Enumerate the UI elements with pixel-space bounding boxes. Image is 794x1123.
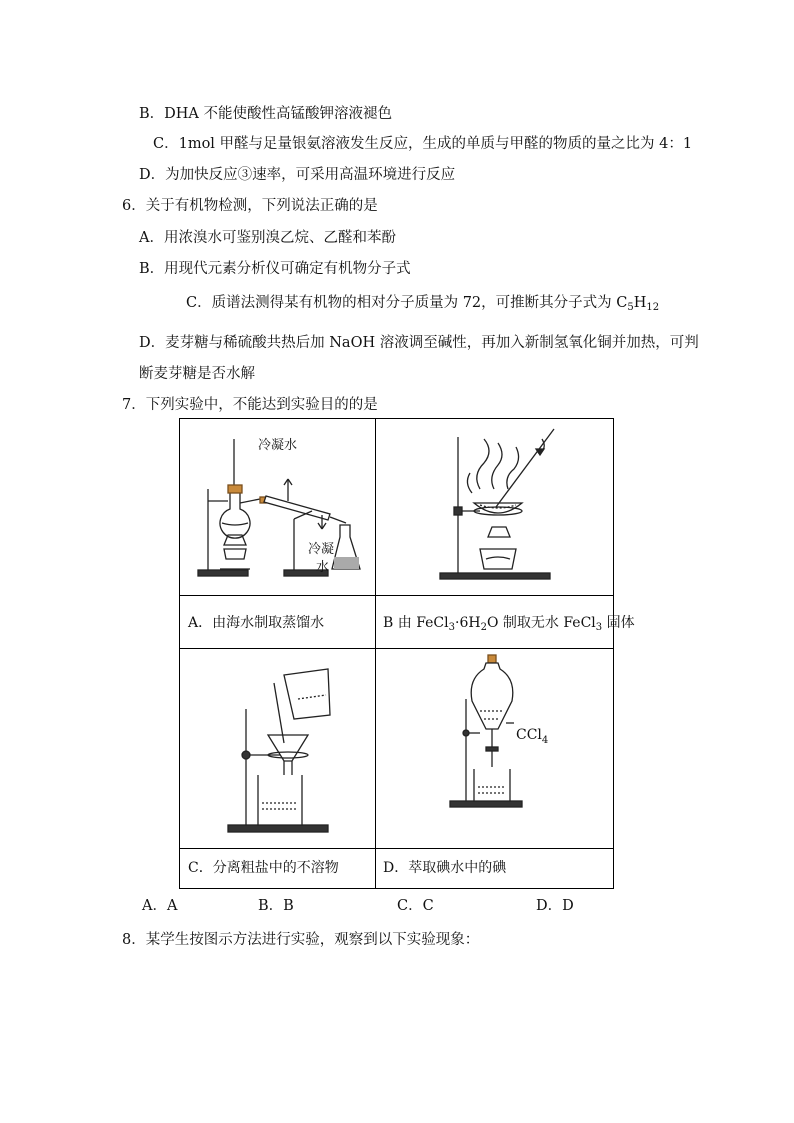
q6-option-a: A．用浓溴水可鉴别溴乙烷、乙醛和苯酚 xyxy=(139,230,396,246)
evaporation-apparatus-icon xyxy=(376,419,615,595)
q6-option-c xyxy=(186,293,659,318)
figure-d-extraction xyxy=(376,649,615,848)
q6-option-c-sub1: 5 xyxy=(627,302,634,313)
q6-option-c-h: H xyxy=(633,295,647,311)
q7-answer-c: C．C xyxy=(397,898,434,914)
separatory-funnel-apparatus-icon xyxy=(376,649,615,848)
caption-b-text4: 固体 xyxy=(602,615,635,631)
q5-option-b: B．DHA 不能使酸性高锰酸钾溶液褪色 xyxy=(139,106,393,122)
filtration-apparatus-icon xyxy=(180,649,375,848)
q7-answer-b: B．B xyxy=(258,898,294,914)
q5-option-c: C．1mol 甲醛与足量银氨溶液发生反应，生成的单质与甲醛的物质的量之比为 4：1 xyxy=(153,136,693,152)
q6-option-d-line1: D．麦芽糖与稀硫酸共热后加 NaOH 溶液调至碱性，再加入新制氢氧化铜并加热，可判 xyxy=(139,335,699,351)
label-ccl4-sub: 4 xyxy=(541,735,549,746)
caption-a: A．由海水制取蒸馏水 xyxy=(188,615,325,631)
caption-b-sub1: 3 xyxy=(448,622,455,633)
caption-c: C．分离粗盐中的不溶物 xyxy=(188,860,339,876)
q7-stem: 7．下列实验中，不能达到实验目的的是 xyxy=(122,397,378,413)
q6-stem: 6．关于有机物检测，下列说法正确的是 xyxy=(122,198,378,214)
caption-b-sub2: 2 xyxy=(480,622,487,633)
figure-b-evaporation xyxy=(376,419,615,595)
table-divider-1 xyxy=(180,595,613,596)
figure-c-filtration xyxy=(180,649,375,848)
figure-a-distillation xyxy=(180,419,375,595)
label-cooling-water-in-a: 冷凝 xyxy=(308,542,335,557)
q8-stem: 8．某学生按图示方法进行实验，观察到以下实验现象： xyxy=(122,932,480,948)
label-cooling-water-in-b: 水 xyxy=(316,560,330,575)
caption-d: D．萃取碘水中的碘 xyxy=(383,860,507,876)
caption-b-sub3: 3 xyxy=(595,622,603,633)
q5-option-d: D．为加快反应③速率，可采用高温环境进行反应 xyxy=(139,167,456,183)
table-divider-3 xyxy=(180,848,613,849)
caption-b-text3: O 制取无水 FeCl xyxy=(486,615,596,631)
q7-answer-d: D．D xyxy=(536,898,574,914)
caption-b-text2: ·6H xyxy=(455,615,481,631)
q6-option-c-sub2: 12 xyxy=(646,302,660,313)
q6-option-d-line2: 断麦芽糖是否水解 xyxy=(139,366,255,382)
caption-b-text1: B 由 FeCl xyxy=(383,615,449,631)
distillation-apparatus-icon xyxy=(180,419,375,595)
caption-b xyxy=(383,613,635,638)
label-ccl4-text: CCl xyxy=(516,727,542,743)
label-cooling-water-out: 冷凝水 xyxy=(258,438,298,453)
q7-answer-a: A．A xyxy=(142,898,178,914)
q6-option-b: B．用现代元素分析仪可确定有机物分子式 xyxy=(139,261,411,277)
q6-option-c-text: C．质谱法测得某有机物的相对分子质量为 72，可推断其分子式为 C xyxy=(186,295,628,311)
q7-figure-table xyxy=(179,418,635,889)
label-ccl4 xyxy=(516,727,548,746)
